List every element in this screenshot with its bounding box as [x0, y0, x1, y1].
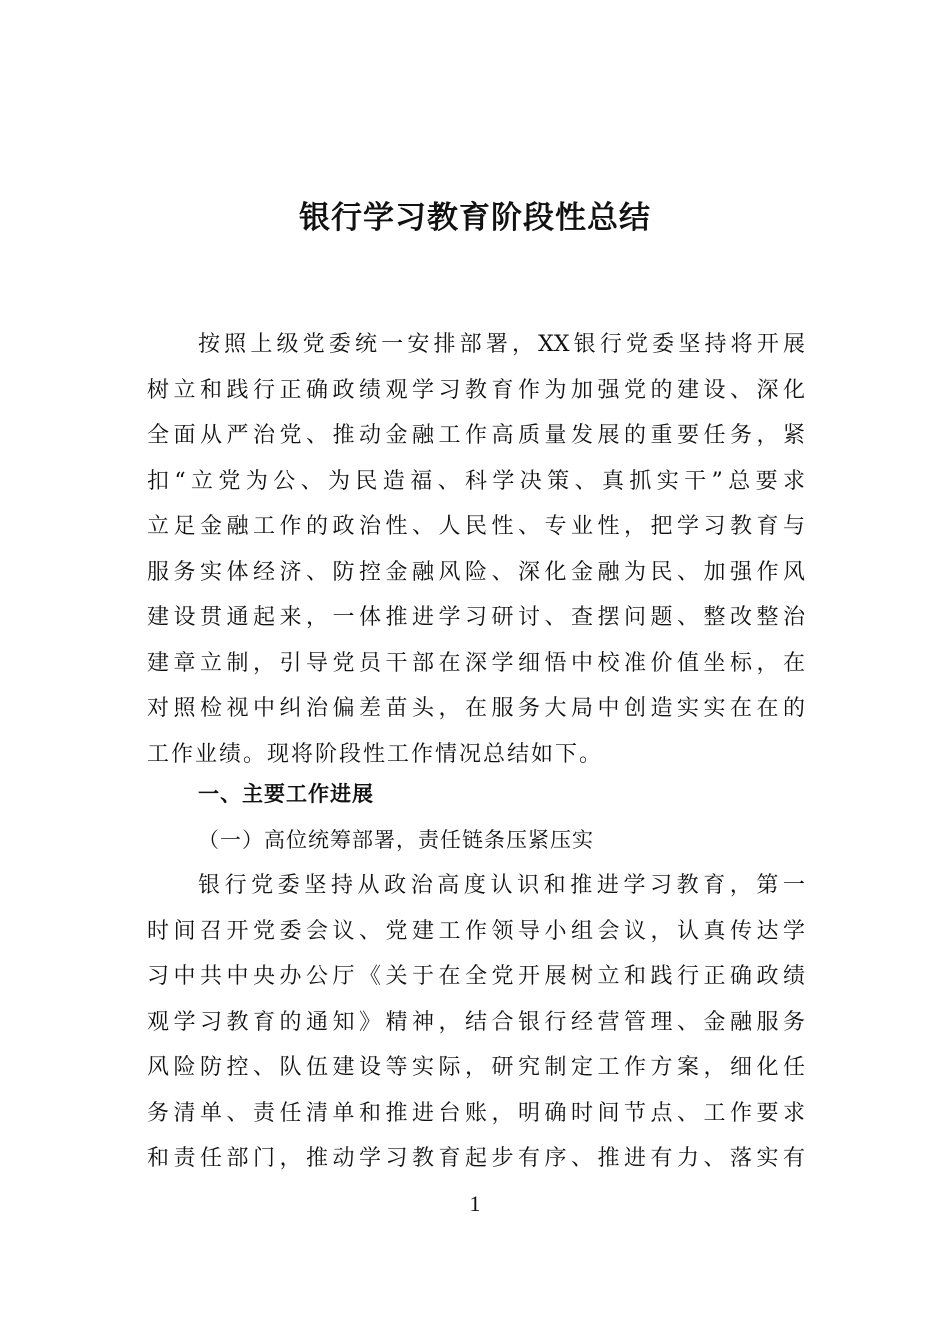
paragraph-line: 风险防控、队伍建设等实际，研究制定工作方案，细化任 [147, 1055, 805, 1080]
paragraph-line: 习中共中央办公厅《关于在全党开展树立和践行正确政绩 [147, 964, 805, 989]
paragraph-line: 建章立制，引导党员干部在深学细悟中校准价值坐标，在 [147, 650, 805, 676]
paragraph-line: 和责任部门，推动学习教育起步有序、推进有力、落实有 [147, 1146, 805, 1171]
paragraph-line: 全面从严治党、推动金融工作高质量发展的重要任务，紧 [147, 423, 805, 448]
paragraph-line: 务清单、责任清单和推进台账，明确时间节点、工作要求 [147, 1100, 805, 1126]
document-title: 银行学习教育阶段性总结 [299, 200, 651, 236]
paragraph-line: 工作业绩。现将阶段性工作情况总结如下。 [147, 741, 604, 767]
section-heading: 一、主要工作进展 [198, 782, 374, 806]
intro-paragraph [147, 322, 805, 777]
paragraph-line: 扣“立党为公、为民造福、科学决策、真抓实干”总要求 [147, 468, 805, 494]
page-number: 1 [469, 1191, 481, 1216]
paragraph-line: 对照检视中纠治偏差苗头，在服务大局中创造实实在在的 [147, 696, 805, 721]
paragraph-line: 建设贯通起来，一体推进学习研讨、查摆问题、整改整治 [147, 605, 805, 630]
paragraph-line: 树立和践行正确政绩观学习教育作为加强党的建设、深化 [147, 377, 805, 403]
paragraph-line: 观学习教育的通知》精神，结合银行经营管理、金融服务 [147, 1009, 805, 1035]
paragraph-line: 按照上级党委统一安排部署，XX银行党委坚持将开展 [198, 332, 805, 357]
section-headings [147, 772, 805, 863]
section-paragraph [147, 863, 805, 1182]
paragraph-line: 银行党委坚持从政治高度认识和推进学习教育，第一 [198, 873, 805, 898]
paragraph-line: 立足金融工作的政治性、人民性、专业性，把学习教育与 [147, 514, 805, 539]
paragraph-line: 时间召开党委会议、党建工作领导小组会议，认真传达学 [147, 918, 805, 944]
subsection-heading: （一）高位统筹部署，责任链条压紧压实 [198, 827, 594, 852]
paragraph-line: 服务实体经济、防控金融风险、深化金融为民、加强作风 [147, 559, 805, 585]
